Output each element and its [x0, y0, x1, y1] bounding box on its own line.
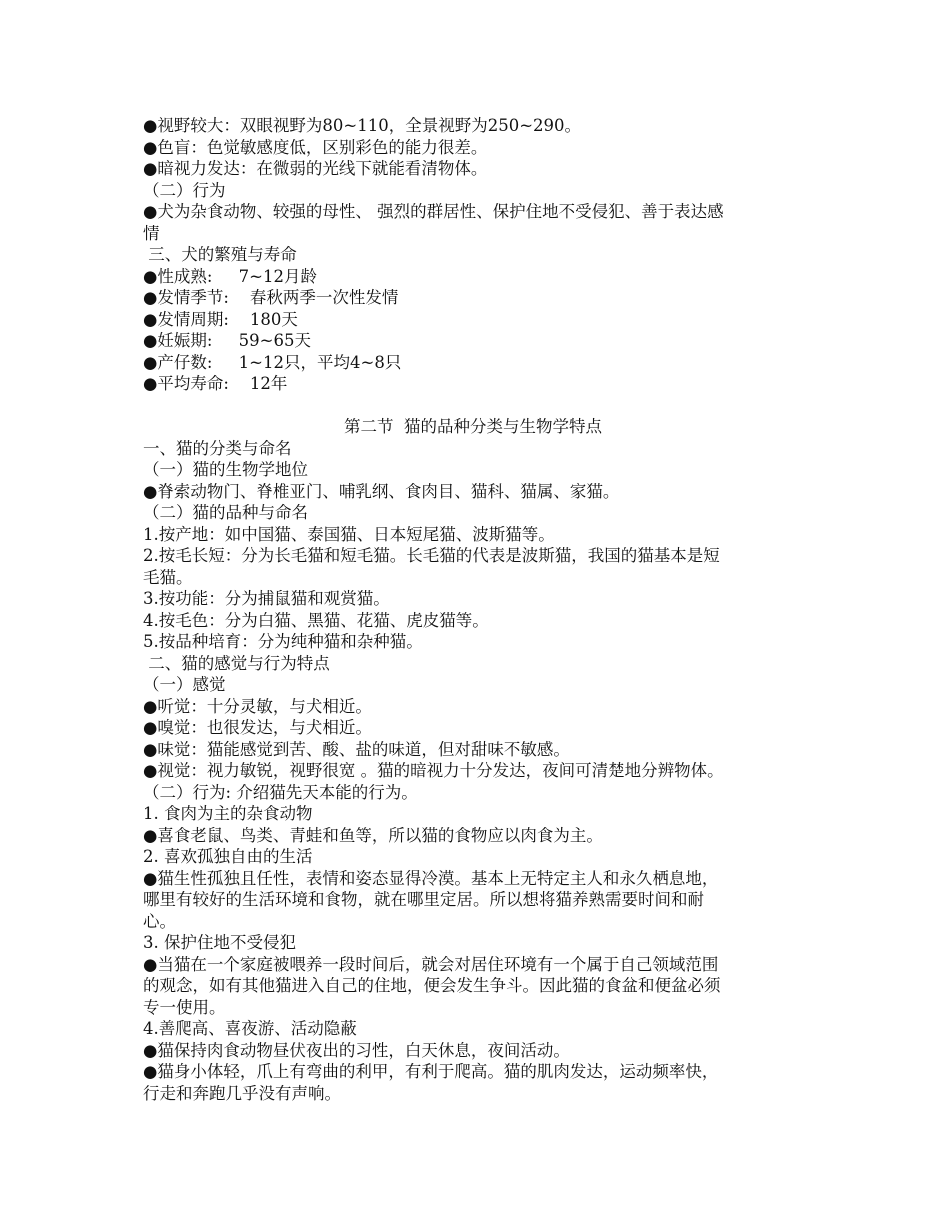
cat-breeds-line: 毛猫。: [143, 567, 193, 587]
dog-behavior-line: 情: [143, 223, 160, 243]
cat-behavior-line: ●猫生性孤独且任性，表情和姿态显得冷漠。基本上无特定主人和永久栖息地，: [143, 868, 719, 888]
cat-senses-subheading: （一）感觉: [143, 675, 226, 694]
cat-behavior-line: 哪里有较好的生活环境和食物，就在哪里定居。所以想将猫养熟需要时间和耐: [143, 890, 704, 909]
cat-behavior-line: 的观念，如有其他猫进入自己的住地，便会发生争斗。因此猫的食盆和便盆必须: [143, 976, 721, 995]
cat-senses-heading: 二、猫的感觉与行为特点: [143, 653, 330, 673]
dog-breeding-item: ●性成熟: 7~12月龄: [143, 266, 317, 286]
cat-behavior-line: ●喜食老鼠、鸟类、青蛙和鱼等，所以猫的食物应以肉食为主。: [143, 825, 603, 845]
cat-sense-line: ●视觉：视力敏锐，视野很宽 。猫的暗视力十分发达，夜间可清楚地分辨物体。: [143, 761, 724, 780]
cat-behavior-line: ●当猫在一个家庭被喂养一段时间后，就会对居住环境有一个属于自己领域范围: [143, 954, 719, 974]
document-page: [143, 115, 803, 1104]
cat-breeds-line: 5.按品种培育：分为纯种猫和杂种猫。: [143, 632, 423, 651]
cat-breeds-line: 4.按毛色：分为白猫、黑猫、花猫、虎皮猫等。: [143, 610, 489, 630]
dog-sense-line: ●色盲：色觉敏感度低，区别彩色的能力很差。: [143, 137, 488, 157]
section-title: 第二节 猫的品种分类与生物学特点: [344, 417, 602, 436]
dog-breeding-item: ●发情周期: 180天: [143, 309, 298, 329]
section-spacer: [143, 395, 803, 417]
cat-behavior-line: 4.善爬高、喜夜游、活动隐蔽: [143, 1019, 357, 1038]
cat-behavior-line: 3. 保护住地不受侵犯: [143, 933, 296, 952]
cat-breeds-line: 3.按功能：分为捕鼠猫和观赏猫。: [143, 589, 390, 608]
cat-breeds-heading: （二）猫的品种与命名: [143, 503, 308, 522]
dog-breeding-heading: 三、犬的繁殖与寿命: [143, 245, 297, 264]
dog-sense-line: ●视野较大：双眼视野为80~110，全景视野为250~290。: [143, 116, 582, 135]
dog-breeding-item: ●发情季节: 春秋两季一次性发情: [143, 288, 399, 307]
cat-sense-line: ●听觉：十分灵敏，与犬相近。: [143, 696, 372, 716]
cat-behavior-line: 2. 喜欢孤独自由的生活: [143, 847, 313, 866]
cat-behavior-line: 心。: [143, 911, 176, 931]
cat-classification-heading: 一、猫的分类与命名: [143, 438, 292, 458]
cat-behavior-line: ●猫身小体轻，爪上有弯曲的利甲，有利于爬高。猫的肌肉发达，运动频率快，: [143, 1062, 719, 1081]
dog-behavior-line: ●犬为杂食动物、较强的母性、 强烈的群居性、保护住地不受侵犯、善于表达感: [143, 202, 724, 221]
dog-behavior-heading: （二）行为: [143, 180, 226, 200]
cat-breeds-line: 2.按毛长短：分为长毛猫和短毛猫。长毛猫的代表是波斯猫，我国的猫基本是短: [143, 546, 720, 565]
dog-breeding-item: ●妊娠期: 59~65天: [143, 331, 311, 350]
cat-behavior-line: 行走和奔跑几乎没有声响。: [143, 1083, 341, 1103]
cat-sense-line: ●味觉：猫能感觉到苦、酸、盐的味道，但对甜味不敏感。: [143, 739, 570, 759]
cat-behavior-heading: （二）行为: 介绍猫先天本能的行为。: [143, 782, 418, 802]
cat-behavior-line: 专一使用。: [143, 997, 226, 1017]
dog-breeding-item: ●平均寿命: 12年: [143, 374, 288, 393]
cat-status-heading: （一）猫的生物学地位: [143, 460, 308, 479]
dog-breeding-item: ●产仔数: 1~12只，平均4~8只: [143, 352, 402, 372]
cat-behavior-line: 1. 食肉为主的杂食动物: [143, 804, 313, 823]
dog-sense-line: ●暗视力发达：在微弱的光线下就能看清物体。: [143, 159, 488, 178]
cat-breeds-line: 1.按产地：如中国猫、泰国猫、日本短尾猫、波斯猫等。: [143, 524, 555, 544]
cat-behavior-line: ●猫保持肉食动物昼伏夜出的习性，白天休息，夜间活动。: [143, 1040, 570, 1060]
cat-sense-line: ●嗅觉：也很发达，与犬相近。: [143, 718, 372, 737]
cat-status-line: ●脊索动物门、脊椎亚门、哺乳纲、食肉目、猫科、猫属、家猫。: [143, 481, 620, 501]
